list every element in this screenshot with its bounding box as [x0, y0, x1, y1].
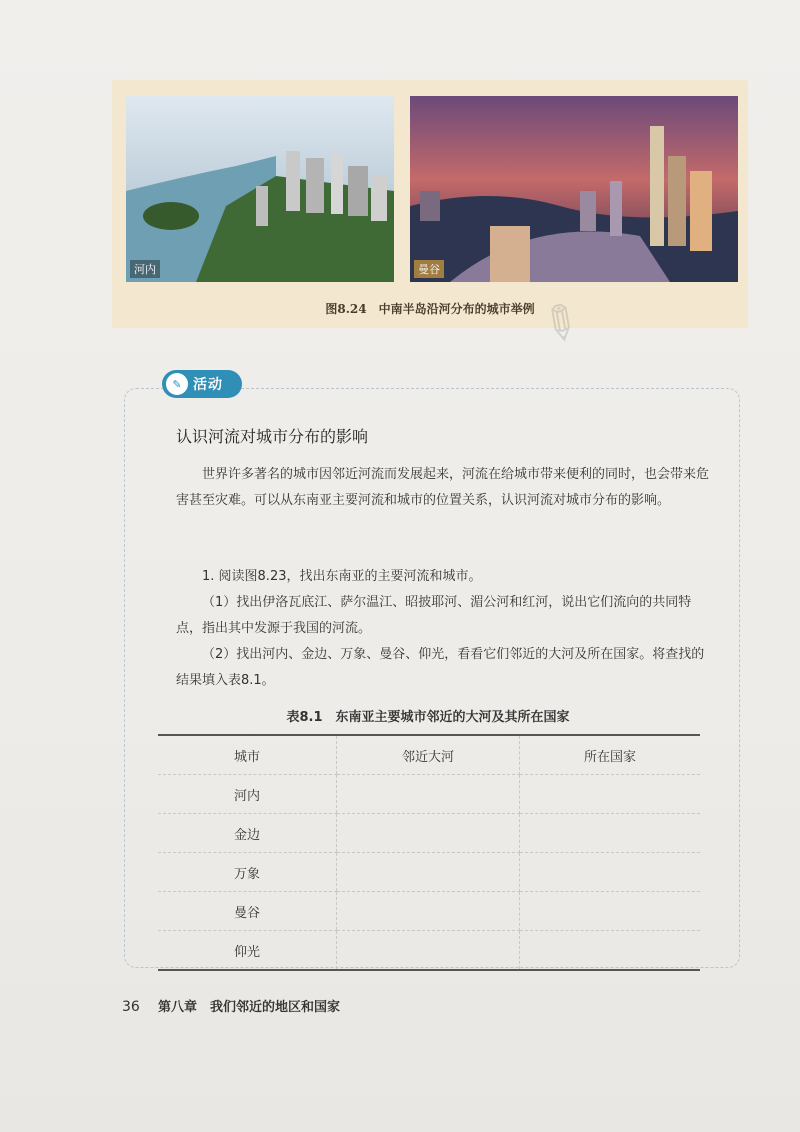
city-cell: 万象: [158, 853, 337, 892]
paragraph-step-1: 1. 阅读图8.23，找出东南亚的主要河流和城市。: [202, 569, 482, 584]
hanoi-photo: [126, 96, 394, 282]
header-river: 邻近大河: [337, 735, 520, 775]
river-cell[interactable]: [337, 853, 520, 892]
city-cell: 河内: [158, 775, 337, 814]
activity-badge-label: 活动: [193, 377, 223, 393]
pen-annotation: ✎: [529, 290, 595, 359]
country-cell[interactable]: [520, 892, 701, 931]
activity-title: 认识河流对城市分布的影响: [176, 427, 369, 446]
page-number: 36: [122, 999, 140, 1015]
country-cell[interactable]: [520, 853, 701, 892]
table-row: [158, 814, 700, 853]
country-cell[interactable]: [520, 775, 701, 814]
bangkok-photo: [410, 96, 738, 282]
header-country: 所在国家: [520, 735, 701, 775]
activity-badge: [162, 370, 242, 398]
table-row: [158, 853, 700, 892]
country-cell[interactable]: [520, 931, 701, 971]
chapter-title: 第八章 我们邻近的地区和国家: [157, 1000, 340, 1015]
paragraph-step-1-2: [176, 642, 710, 694]
bangkok-label: 曼谷: [414, 260, 444, 278]
paragraph-intro: [176, 462, 710, 514]
page-footer: [122, 996, 340, 1015]
river-cell[interactable]: [337, 931, 520, 971]
river-cell[interactable]: [337, 892, 520, 931]
city-cell: 金边: [158, 814, 337, 853]
table-row: [158, 931, 700, 971]
paragraph-intro-text: 世界许多著名的城市因邻近河流而发展起来，河流在给城市带来便利的同时，也会带来危害甚至灾难。可以从东南亚主要河流和城市的位置关系，认识河流对城市分布的影响。: [176, 467, 710, 508]
river-cell[interactable]: [337, 814, 520, 853]
activity-icon: ✎: [166, 373, 188, 395]
paragraph-step-1-1-text: （1）找出伊洛瓦底江、萨尔温江、昭披耶河、湄公河和红河，说出它们流向的共同特点，指出其中发源于我国的河流。: [176, 595, 692, 636]
header-city: 城市: [158, 735, 337, 775]
table-caption: 表8.1 东南亚主要城市邻近的大河及其所在国家: [286, 710, 570, 725]
figure-caption: 图8.24 中南半岛沿河分布的城市举例: [325, 302, 535, 316]
city-cell: 曼谷: [158, 892, 337, 931]
river-cell[interactable]: [337, 775, 520, 814]
country-cell[interactable]: [520, 814, 701, 853]
table-row: [158, 775, 700, 814]
paragraph-step-1-1: [176, 590, 710, 642]
city-river-table: [158, 734, 700, 971]
table-row: [158, 892, 700, 931]
paragraph-step-1-2-text: （2）找出河内、金边、万象、曼谷、仰光，看看它们邻近的大河及所在国家。将查找的结果填入表8.1。: [176, 647, 705, 688]
table-header-row: [158, 735, 700, 775]
city-cell: 仰光: [158, 931, 337, 971]
hanoi-label: 河内: [130, 260, 160, 278]
